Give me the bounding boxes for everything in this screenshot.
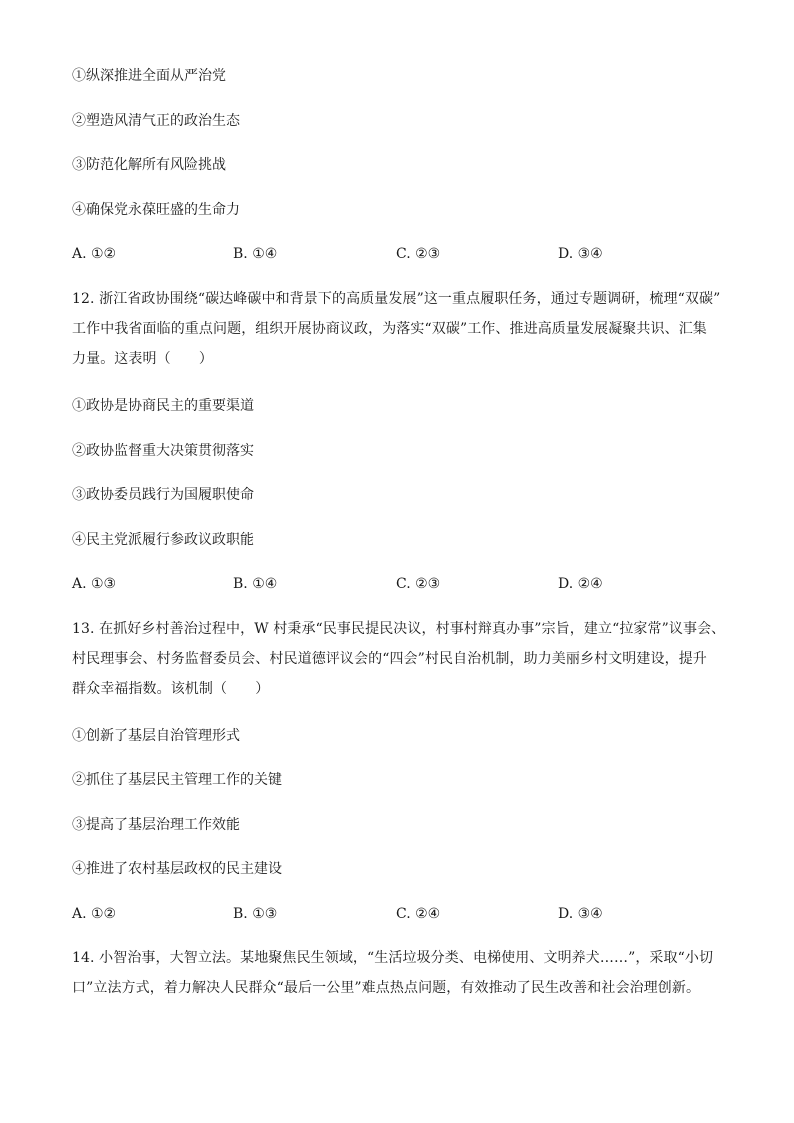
q12-options: [72, 574, 722, 594]
q12-stem-line-3: 力量。这表明（ ）: [72, 351, 213, 367]
q11-option-b[interactable]: B. ①④: [233, 246, 278, 262]
q11-item-3: ③防范化解所有风险挑战: [72, 157, 226, 173]
q12-stem-line-1: 12. 浙江省政协围绕“碳达峰碳中和背景下的高质量发展”这一重点履职任务，通过专题调研，梳理“双碳”: [72, 291, 721, 307]
q13-stem-line-2: 村民理事会、村务监督委员会、村民道德评议会的“四会”村民自治机制，助力美丽乡村文明建设，提升: [72, 651, 707, 667]
q13-stem-line-3: 群众幸福指数。该机制（ ）: [72, 681, 270, 697]
q12-option-b[interactable]: B. ①④: [233, 576, 278, 592]
q11-item-4: ④确保党永葆旺盛的生命力: [72, 202, 240, 218]
q12-item-3: ③政协委员践行为国履职使命: [72, 487, 254, 503]
q12-item-2: ②政协监督重大决策贯彻落实: [72, 443, 254, 459]
q11-option-a[interactable]: A. ①②: [72, 246, 117, 262]
q12-stem-line-2: 工作中我省面临的重点问题，组织开展协商议政，为落实“双碳”工作、推进高质量发展凝聚共识、汇集: [72, 321, 707, 337]
q14-stem-line-2: 口”立法方式，着力解决人民群众“最后一公里”难点热点问题，有效推动了民生改善和社会治理创新。: [72, 980, 701, 996]
q13-item-1: ①创新了基层自治管理形式: [72, 728, 240, 744]
q13-stem-line-1: 13. 在抓好乡村善治过程中，W 村秉承“民事民提民决议，村事村辩真办事”宗旨，建立“拉家常”议事会、: [72, 621, 726, 637]
q13-option-a[interactable]: A. ①②: [72, 906, 117, 922]
q12-option-d[interactable]: D. ②④: [558, 576, 603, 592]
q11-options: [72, 244, 722, 264]
q12-option-c[interactable]: C. ②③: [396, 576, 441, 592]
q11-item-2: ②塑造风清气正的政治生态: [72, 113, 240, 129]
q11-option-c[interactable]: C. ②③: [396, 246, 441, 262]
q14-stem-line-1: 14. 小智治事，大智立法。某地聚焦民生领域，“生活垃圾分类、电梯使用、文明养犬……”，采取“小切: [72, 950, 714, 966]
q13-option-c[interactable]: C. ②④: [396, 906, 441, 922]
q12-item-4: ④民主党派履行参政议政职能: [72, 532, 254, 548]
q13-item-3: ③提高了基层治理工作效能: [72, 817, 240, 833]
q13-option-b[interactable]: B. ①③: [233, 906, 278, 922]
q12-option-a[interactable]: A. ①③: [72, 576, 117, 592]
q13-options: [72, 904, 722, 924]
q13-item-2: ②抓住了基层民主管理工作的关键: [72, 772, 282, 788]
q13-option-d[interactable]: D. ③④: [558, 906, 603, 922]
q12-item-1: ①政协是协商民主的重要渠道: [72, 398, 254, 414]
q11-item-1: ①纵深推进全面从严治党: [72, 68, 226, 84]
q11-option-d[interactable]: D. ③④: [558, 246, 603, 262]
q13-item-4: ④推进了农村基层政权的民主建设: [72, 861, 282, 877]
